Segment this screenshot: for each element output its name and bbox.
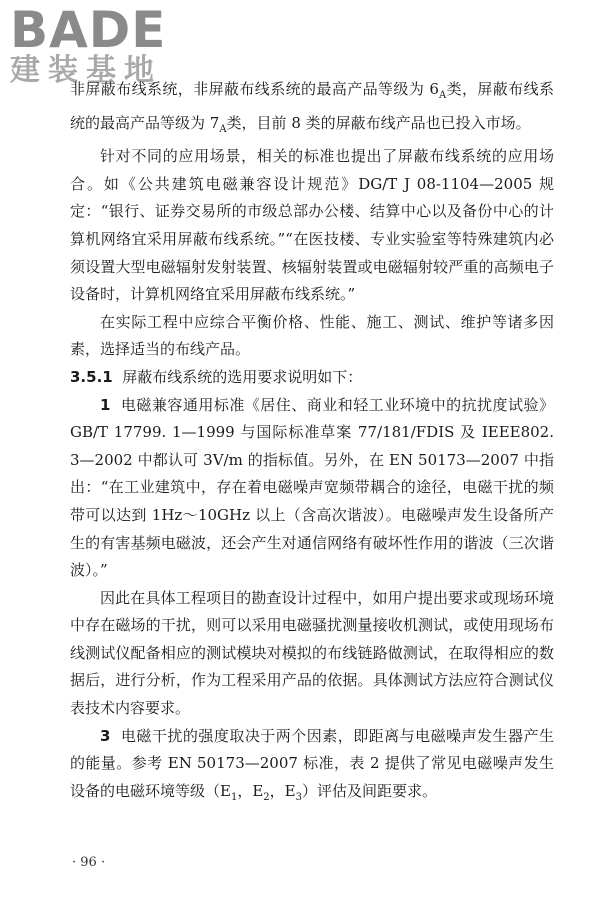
- item-number: 1: [100, 395, 111, 414]
- item-3: 3 电磁干扰的强度取决于两个因素，即距离与电磁噪声发生器产生的能量。参考 EN 50173—2007 标准，表 2 提供了常见电磁噪声发生设备的电磁环境等级（$E_1$，$E_2$，$E_3$）评估及间距要求。: [70, 726, 554, 803]
- page-body: [70, 76, 554, 811]
- item-1: 1 电磁兼容通用标准《居住、商业和轻工业环境中的抗扰度试验》GB/T 17799. 1—1999 与国际标准草案 77/181/FDIS 及 IEEE802. 3—2002 中都认可 3V/m 的指标值。另外，在 EN 50173—2007 中指出：“在工业建筑中，存在着电磁噪声宽频带耦合的途径，电磁干扰的频带可以达到 1Hz～10GHz 以上（含高次谐波）。电磁噪声发生设备所产生的有害基频电磁波，还会产生对通信网络有破坏性作用的谐波（三次谐波）。”: [70, 395, 554, 580]
- logo-subtitle: 建装基地: [10, 53, 162, 88]
- paragraph-1: 非屏蔽布线系统，非屏蔽布线系统的最高产品等级为 $6_A$类，屏蔽布线系统的最高产品等级为 $7_A$类，目前 8 类的屏蔽布线产品也已投入市场。: [70, 80, 554, 135]
- section-number: 3.5.1: [70, 367, 113, 386]
- section-heading: 3.5.1 屏蔽布线系统的选用要求说明如下：: [70, 367, 363, 386]
- logo-word: BADE: [10, 1, 167, 59]
- paragraph-2: 针对不同的应用场景，相关的标准也提出了屏蔽布线系统的应用场合。如《公共建筑电磁兼容设计规范》DG/T J 08-1104—2005 规定：“银行、证券交易所的市级总部办公楼、结算中心以及备份中心的计算机网络宜采用屏蔽布线系统。”“在医技楼、专业实验室等特殊建筑内必须设置大型电磁辐射发射装置、核辐射装置或电磁辐射较严重的高频电子设备时，计算机网络宜采用屏蔽布线系统。”: [70, 147, 554, 304]
- page-number: · 96 ·: [72, 855, 106, 870]
- paragraph-6: 因此在具体工程项目的勘查设计过程中，如用户提出要求或现场环境中存在磁场的干扰，则可以采用电磁骚扰测量接收机测试，或使用现场布线测试仪配备相应的测试模块对模拟的布线链路做测试，在取得相应的数据后，进行分析，作为工程采用产品的依据。具体测试方法应符合测试仪表技术内容要求。: [70, 588, 554, 718]
- paragraph-3: 在实际工程中应综合平衡价格、性能、施工、测试、维护等诸多因素，选择适当的布线产品。: [70, 312, 554, 359]
- item-number: 3: [100, 726, 111, 745]
